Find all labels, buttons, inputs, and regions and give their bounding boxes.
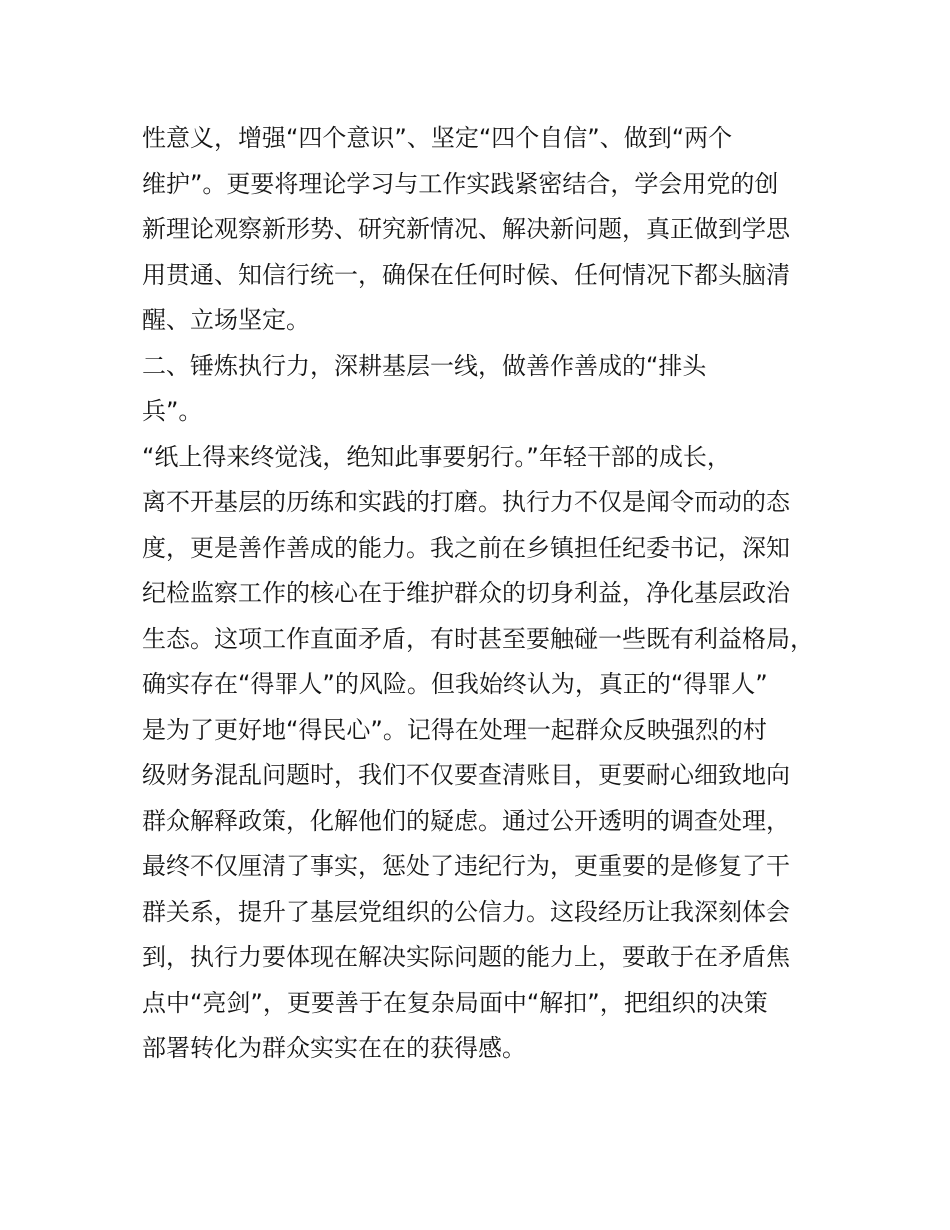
paragraph-line: 级财务混乱问题时，我们不仅要查清账目，更要耐心细致地向 (142, 761, 790, 789)
paragraph-line: 最终不仅厘清了事实，惩处了违纪行为，更重要的是修复了干 (142, 852, 790, 880)
paragraph-line: 兵”。 (142, 397, 203, 425)
paragraph-line: 到，执行力要体现在解决实际问题的能力上，要敢于在矛盾焦 (142, 943, 790, 971)
paragraph-line: 生态。这项工作直面矛盾，有时甚至要触碰一些既有利益格局， (142, 624, 814, 653)
paragraph-line: 醒、立场坚定。 (142, 306, 310, 334)
paragraph-line: 维护”。更要将理论学习与工作实践紧密结合，学会用党的创 (142, 169, 779, 198)
paragraph-line: 新理论观察新形势、研究新情况、解决新问题，真正做到学思 (142, 215, 790, 243)
paragraph-line: 度，更是善作善成的能力。我之前在乡镇担任纪委书记，深知 (142, 533, 790, 562)
paragraph-line: “纸上得来终觉浅，绝知此事要躬行。”年轻干部的成长， (94, 442, 731, 471)
document-body (94, 116, 832, 1072)
paragraph-3 (94, 435, 832, 1072)
paragraph-line: 用贯通、知信行统一，确保在任何时候、任何情况下都头脑清 (142, 260, 790, 289)
paragraph-line: 二、锤炼执行力，深耕基层一线，做善作善成的“排头 (94, 351, 707, 380)
paragraph-line: 性意义，增强“四个意识”、坚定“四个自信”、做到“两个 (94, 124, 733, 152)
paragraph-1 (94, 116, 832, 344)
paragraph-line: 离不开基层的历练和实践的打磨。执行力不仅是闻令而动的态 (142, 488, 790, 516)
paragraph-line: 群众解释政策，化解他们的疑虑。通过公开透明的调查处理， (142, 806, 790, 835)
paragraph-line: 群关系，提升了基层党组织的公信力。这段经历让我深刻体会 (142, 897, 790, 926)
paragraph-line: 点中“亮剑”，更要善于在复杂局面中“解扣”，把组织的决策 (142, 988, 768, 1017)
paragraph-line: 是为了更好地“得民心”。记得在处理一起群众反映强烈的村 (142, 715, 767, 744)
paragraph-2 (94, 344, 832, 435)
paragraph-line: 部署转化为群众实实在在的获得感。 (142, 1034, 526, 1062)
paragraph-line: 确实存在“得罪人”的风险。但我始终认为，真正的“得罪人” (142, 670, 768, 698)
paragraph-line: 纪检监察工作的核心在于维护群众的切身利益，净化基层政治 (142, 579, 790, 607)
